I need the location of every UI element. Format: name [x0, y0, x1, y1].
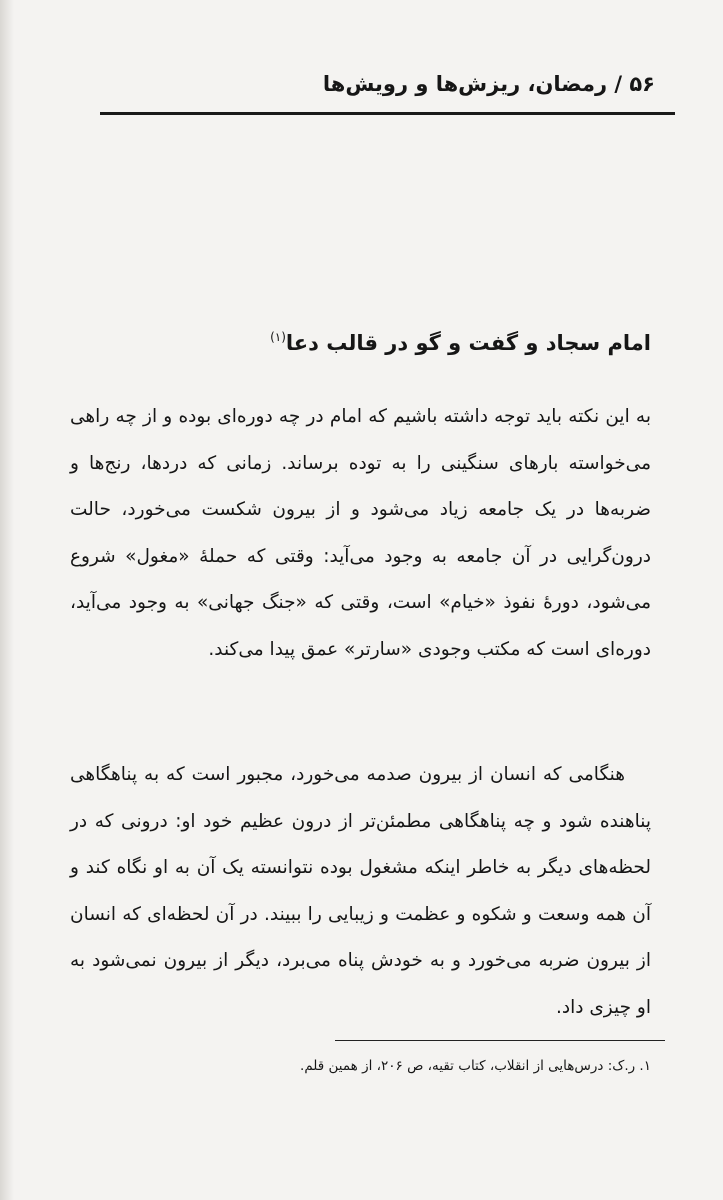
page-spine-shadow [0, 0, 14, 1200]
section-heading-text: امام سجاد و گفت و گو در قالب دعا [285, 331, 651, 355]
running-header: ۵۶ / رمضان، ریزش‌ها و رویش‌ها [322, 72, 655, 96]
footnote: ۱. ر.ک: درس‌هایی از انقلاب، کتاب تقیه، ص ۲۰۶، از همین قلم. [300, 1058, 651, 1074]
paragraph-1 [70, 394, 651, 673]
paragraph-text: هنگامی که انسان از بیرون صدمه می‌خورد، مجبور است که به پناهگاهی پناهنده شود و چه پناهگاهی مطمئن‌تر از درون عظیم خود او: درونی که در لحظه‌های دیگر به خاطر اینکه مشغول بوده نتوانسته یک آن به او نگاه کند و آن همه وسعت و شکوه و عظمت و زیبایی را ببیند. در آن لحظه‌ای که انسان از بیرون ضربه می‌خورد و به خودش پناه می‌برد، دیگر از بیرون نمی‌شود به او چیزی داد. [70, 764, 651, 1018]
header-rule [100, 112, 675, 115]
paragraph-2 [70, 752, 651, 1031]
footnote-reference: (۱) [270, 330, 286, 344]
footnote-rule [335, 1040, 665, 1041]
section-heading [270, 330, 651, 355]
paragraph-text: به این نکته باید توجه داشته باشیم که امام در چه دوره‌ای بوده و از چه راهی می‌خواسته بارهای سنگینی را به توده برساند. زمانی که دردها، رنج‌ها و ضربه‌ها در یک جامعه زیاد می‌شود و از بیرون شکست می‌خورد، حالت درون‌گرایی در آن جامعه به وجود می‌آید: وقتی که حملهٔ «مغول» شروع می‌شود، دورهٔ نفوذ «خیام» است، وقتی که «جنگ جهانی» به وجود می‌آید، دوره‌ای است که مکتب وجودی «سارتر» عمق پیدا می‌کند. [70, 406, 651, 660]
